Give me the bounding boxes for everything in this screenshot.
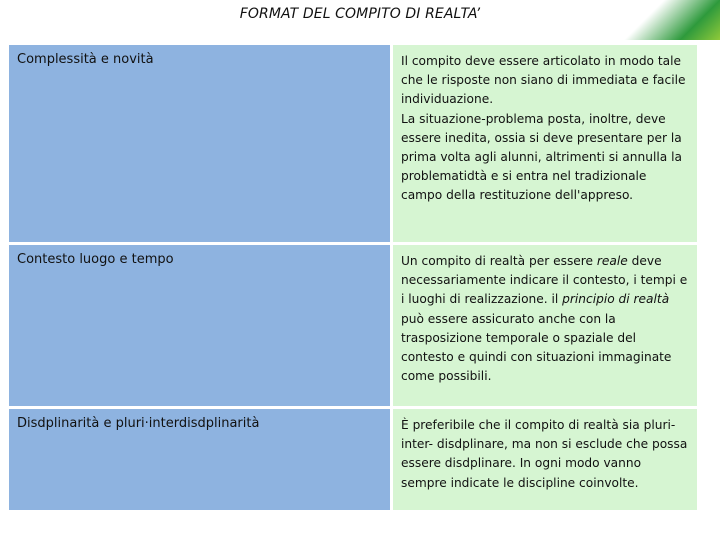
row-description-cell — [393, 409, 697, 510]
table-row — [9, 409, 697, 510]
description-paragraph: La situazione-problema posta, inoltre, deve essere inedita, ossia si deve presentare per la prima volta agli alunni, altrimenti si annulla la problematidtà e si entra nel tradizionale campo della restituzione dell'appreso. — [401, 111, 682, 203]
emphasis-text: reale — [596, 254, 628, 268]
text-segment: deve necessariamente indicare il contesto, i tempi e i luoghi di realizzazione. il — [401, 254, 688, 307]
description-paragraph: È preferibile che il compito di realtà sia pluri-inter- disdplinare, ma non si esclude che possa essere disdplinare. In ogni modo vanno sempre indicate le discipline coinvolte. — [401, 418, 688, 490]
row-label-cell: Contesto luogo e tempo — [9, 245, 390, 406]
page-title: FORMAT DEL COMPITO DI REALTA’ — [239, 6, 481, 22]
table-row — [9, 45, 697, 242]
text-segment: può essere assicurato anche con la trasposizione temporale o spaziale del contesto e quindi con situazioni immaginate come possibili. — [401, 311, 672, 384]
description-paragraph: Il compito deve essere articolato in modo tale che le risposte non siano di immediata e facile individuazione. — [401, 54, 686, 107]
format-table — [9, 45, 697, 510]
emphasis-text: principio di realtà — [562, 292, 670, 307]
table-row — [9, 245, 697, 406]
row-description-cell — [393, 45, 697, 242]
row-label-cell: Disdplinarità e pluri·interdisdplinarità — [9, 409, 390, 510]
row-label-cell: Complessità e novità — [9, 45, 390, 242]
description-paragraph — [401, 252, 690, 386]
text-segment: Un compito di realtà per essere — [401, 254, 597, 268]
row-description-cell — [393, 245, 697, 406]
